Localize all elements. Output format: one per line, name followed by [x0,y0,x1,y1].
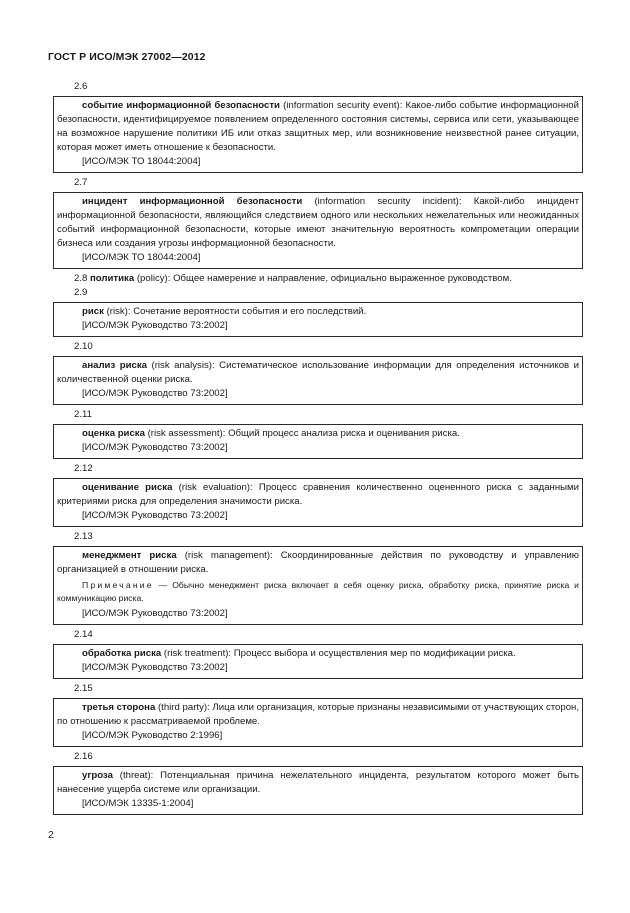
term-name: анализ риска [82,360,147,371]
term-reference: [ИСО/МЭК Руководство 73:2002] [82,510,228,521]
term-reference: [ИСО/МЭК ТО 18044:2004] [82,252,201,263]
term-box [53,698,583,747]
term-box [53,644,583,679]
term-definition [57,549,579,577]
term-text: (risk analysis): Систематическое использование информации для определения источников и количественной оценки риска. [57,360,579,385]
term-reference: [ИСО/МЭК Руководство 2:1996] [82,730,223,741]
note-label: Примечание [82,580,154,590]
entry-number: 2.6 [74,81,88,92]
entry-number: 2.9 [74,287,88,298]
term-text: (policy): Общее намерение и направление, официально выраженное руководством. [134,273,512,284]
term-box [53,192,583,269]
entry-number: 2.16 [74,751,93,762]
term-reference: [ИСО/МЭК ТО 18044:2004] [82,156,201,167]
term-name: третья сторона [82,702,156,713]
entry-number: 2.8 [74,273,88,284]
term-text: (risk): Сочетание вероятности события и его последствий. [103,306,367,317]
term-definition [57,481,579,509]
term-text: (information security event): Какое-либо событие информационной безопасности, идентифицируемое появлением определенного состояния системы, сервиса или сети, указывающее на возможное нарушение политики ИБ или отказ защитных мер, или возникновение неизвестной ранее ситуации, которая может иметь отношение к безопасности. [57,100,579,153]
terms-list [53,80,583,818]
term-name: политика [90,273,135,284]
term-text: (risk evaluation): Процесс сравнения количественно оцененного риска с заданными критериями риска для определения значимости риска. [57,482,579,507]
term-definition [57,305,579,319]
term-note [57,579,579,605]
term-name: риск [82,306,104,317]
page-number: 2 [48,829,54,841]
term-box [53,478,583,527]
term-text: (risk assessment): Общий процесс анализа риска и оценивания риска. [144,428,460,439]
term-reference: [ИСО/МЭК Руководство 73:2002] [82,662,228,673]
entry-number: 2.14 [74,629,93,640]
term-box [53,424,583,459]
term-text: (risk management): Скоординированные действия по руководству и управлению организацией в отношении риска. [57,550,579,575]
entry-number: 2.7 [74,177,88,188]
term-text: (third party): Лица или организация, которые признаны независимыми от участвующих сторон, по отношению к рассматриваемой проблеме. [57,702,579,727]
term-definition [57,769,579,797]
term-name: событие информационной безопасности [82,100,280,111]
term-name: угроза [82,770,113,781]
note-text: — Обычно менеджмент риска включает в себя оценку риска, обработку риска, принятие риска и коммуникацию риска. [57,580,579,603]
term-reference: [ИСО/МЭК Руководство 73:2002] [82,320,228,331]
entry-number: 2.15 [74,683,93,694]
term-reference: [ИСО/МЭК Руководство 73:2002] [82,442,228,453]
term-text: (risk treatment): Процесс выбора и осуществления мер по модификации риска. [161,648,516,659]
term-name: оценка риска [82,428,145,439]
term-box [53,356,583,405]
term-name: менеджмент риска [82,550,177,561]
term-name: оценивание риска [82,482,173,493]
term-box [53,766,583,815]
term-definition [57,359,579,387]
entry-number: 2.10 [74,341,93,352]
term-reference: [ИСО/МЭК 13335-1:2004] [82,798,194,809]
document-header: ГОСТ Р ИСО/МЭК 27002—2012 [48,51,206,63]
term-box [53,546,583,625]
term-definition [57,647,579,661]
term-text: (information security incident): Какой-либо инцидент информационной безопасности, являющийся следствием одного или нескольких нежелательных или неожиданных событий информационной безопасности, которые имеют значительную вероятность компрометации операции бизнеса или создания угрозы информационной безопасности. [57,196,579,249]
term-text: (threat): Потенциальная причина нежелательного инцидента, результатом которого может быть нанесение ущерба системе или организации. [57,770,579,795]
term-name: обработка риска [82,648,162,659]
term-box [53,96,583,173]
term-reference: [ИСО/МЭК Руководство 73:2002] [82,388,228,399]
term-definition [57,99,579,155]
term-box [53,302,583,337]
term-reference: [ИСО/МЭК Руководство 73:2002] [82,608,228,619]
term-definition [57,701,579,729]
term-name: инцидент информационной безопасности [82,196,303,207]
entry-number: 2.11 [74,409,92,420]
term-entry-inline [53,272,583,286]
entry-number: 2.13 [74,531,93,542]
entry-number: 2.12 [74,463,93,474]
term-definition [57,195,579,251]
term-definition [57,427,579,441]
